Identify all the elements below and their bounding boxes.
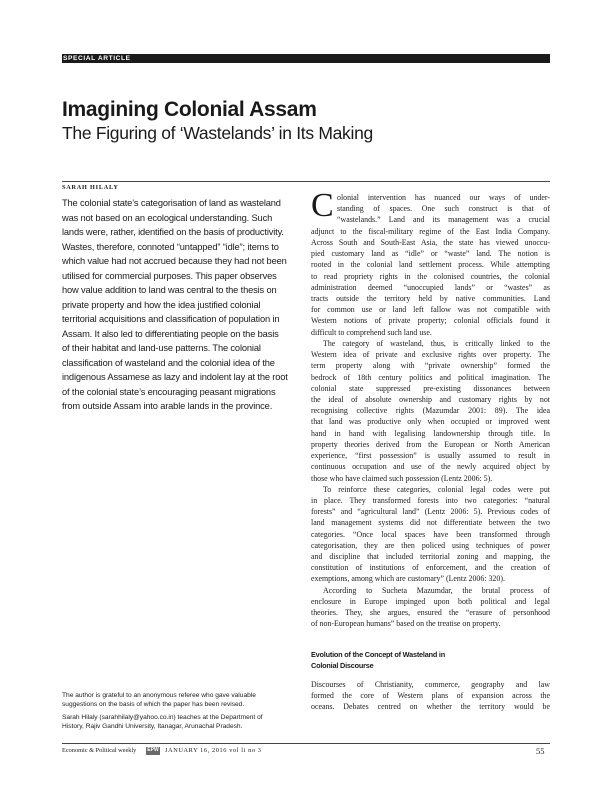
article-title: Imagining Colonial Assam <box>62 98 317 121</box>
text-line: The author is grateful to an anonymous referee who gave valuable <box>62 692 256 699</box>
text-line: and discipline that included territorial zoning and mapping, the <box>311 552 550 562</box>
page-number: 55 <box>536 746 545 756</box>
text-line: The category of wasteland, thus, is critically linked to the <box>323 338 550 348</box>
text-line: recognising collective rights (Mazumdar 2001: 89). The idea <box>311 406 550 416</box>
text-line: that land was productive only when occupied or improved went <box>311 417 550 427</box>
affiliation <box>62 713 300 732</box>
text-line: enclosure in Europe impinged upon both political and legal <box>311 596 550 606</box>
text-line: how value addition to land was central to the thesis on <box>62 285 277 295</box>
body-paragraph <box>311 338 550 484</box>
text-line: indigenous Assamese as lazy and indolent lay at the root <box>62 372 288 382</box>
article-subtitle: The Figuring of ‘Wastelands’ in Its Making <box>62 123 373 143</box>
text-line: tracts outside the territory held by native communities. Land <box>311 294 550 303</box>
text-line: administration deemed “unoccupied lands” or “wastes” as <box>311 282 550 292</box>
issue-info: JANUARY 16, 2016 vol li no 3 <box>165 747 262 754</box>
text-line: bedrock of 18th century politics and political imagination. The <box>311 372 550 382</box>
text-line: term property along with “private ownership” formed the <box>311 361 550 371</box>
text-line: to read propriety rights in the colonised countries, the colonial <box>311 271 550 281</box>
text-line: property theories derived from the European or North American <box>311 439 550 449</box>
journal-name: Economic & Political weekly <box>62 747 137 754</box>
text-line: olonial intervention has nuanced our ways of under- <box>337 193 550 202</box>
body-paragraph <box>311 679 550 713</box>
footer-rule <box>62 743 550 744</box>
text-line: colonial state suppressed pre-existing dissonances between <box>311 383 550 393</box>
text-line: theories. They, she argues, ensured the “erasure of personhood <box>311 608 550 618</box>
section-bar <box>62 54 550 63</box>
text-line: in place. They transformed forests into two categories: “natural <box>311 495 550 505</box>
text-line: pied customary land as “idle” or “waste” land. The notion is <box>311 249 550 259</box>
text-line: To reinforce these categories, colonial legal codes were put <box>323 484 550 494</box>
text-line: oceans. Debates centred on whether the territory would be <box>311 702 550 712</box>
text-line: the ideal of absolute ownership and customary rights by not <box>311 394 550 404</box>
text-line: formed the core of Western plans of expansion across the <box>311 691 550 701</box>
text-line: Colonial Discourse <box>311 660 374 670</box>
text-line: categories. “Once local spaces have been transformed through <box>311 529 550 539</box>
text-line: territorial acquisitions and classification of population in <box>62 314 280 324</box>
text-line: difficult to comprehend such land use. <box>311 327 432 337</box>
text-line: of the colonial state’s encouraging peasant migrations <box>62 386 276 397</box>
epw-badge: EPW <box>147 747 159 753</box>
text-line: forests” and “agricultural land” (Lentz 2006: 5). Previous codes of <box>311 507 550 517</box>
text-line: of their habitat and land-use patterns. The colonial <box>62 343 261 353</box>
text-line: The colonial state’s categorisation of land as wasteland <box>62 198 281 208</box>
text-line: adjunct to the fiscal-military regime of the East India Company. <box>311 226 550 236</box>
drop-cap: C <box>311 187 334 224</box>
text-line: “wastelands.” Land and its management was a crucial <box>337 215 550 225</box>
text-line: of non-European humans” based on the treatise on property. <box>311 619 501 629</box>
text-line: hand in hand with legalising landownership through title. In <box>311 428 550 438</box>
text-line: experience, “first possession” is usually assumed to result in <box>311 451 550 461</box>
text-line: suggestions on the basis of which the paper has been revised. <box>62 701 245 709</box>
text-line: lands were, rather, identified on the basis of productivity. <box>62 227 284 237</box>
text-line: Western notions of private property; colonial officials found it <box>311 316 550 326</box>
text-line: from outside Assam into arable lands in the province. <box>62 401 273 411</box>
body-paragraph <box>311 585 550 630</box>
text-line: private property and how the idea justified colonial <box>62 299 261 310</box>
text-line: categorisation, they are then policed using techniques of power <box>311 540 550 550</box>
text-line: standing of spaces. One such construct is that of <box>337 204 550 214</box>
text-line: constitution of institutions of enforcement, and the creation of <box>311 563 550 573</box>
author-rule <box>62 181 550 182</box>
text-line: Across South and South-East Asia, the state has viewed unoccu- <box>311 237 550 247</box>
text-line: Western idea of private and exclusive rights over property. The <box>311 350 550 360</box>
body-paragraph <box>311 226 550 338</box>
text-line: for common use or land left fallow was not compatible with <box>311 305 550 315</box>
text-line: which value had not accrued because they had not been <box>62 256 287 266</box>
text-line: continuous occupation and use of the newly acquired object by <box>311 462 550 472</box>
text-line: Sarah Hilaly (sarahhilaly@yahoo.co.in) teaches at the Department of <box>62 713 263 721</box>
body-column <box>311 226 550 630</box>
text-line: rooted in the colonial land settlement process. While attempting <box>311 260 550 270</box>
text-line: Evolution of the Concept of Wasteland in <box>311 650 446 659</box>
author-name: SARAH HILALY <box>62 184 119 191</box>
acknowledgement <box>62 691 300 710</box>
section-label: SPECIAL ARTICLE <box>63 55 131 62</box>
text-line: those who have claimed such possession (Lentz 2006: 5). <box>311 473 493 483</box>
text-line: History, Rajiv Gandhi University, Itanagar, Arunachal Pradesh. <box>62 723 243 731</box>
abstract <box>62 196 300 414</box>
text-line: was not based on an ecological understanding. Such <box>62 212 273 223</box>
text-line: land management systems did not differentiate between the two <box>311 518 550 528</box>
text-line: classification of wasteland and the colonial idea of the <box>62 357 275 368</box>
text-line: Assam. It also led to differentiating people on the basis <box>62 328 279 339</box>
text-line: exemptions, among which are customary” (Lentz 2006: 320). <box>311 574 505 584</box>
text-line: utilised for commercial purposes. This paper observes <box>62 270 277 281</box>
section-heading <box>311 650 550 671</box>
text-line: According to Sucheta Mazumdar, the brutal process of <box>323 585 550 595</box>
body-opening-lines <box>337 192 550 226</box>
body-paragraph <box>311 484 550 585</box>
text-line: Discourses of Christianity, commerce, geography and law <box>311 680 550 689</box>
author-notes <box>62 691 300 735</box>
text-line: Wastes, therefore, connoted “untapped” “idle”; items to <box>62 241 279 252</box>
